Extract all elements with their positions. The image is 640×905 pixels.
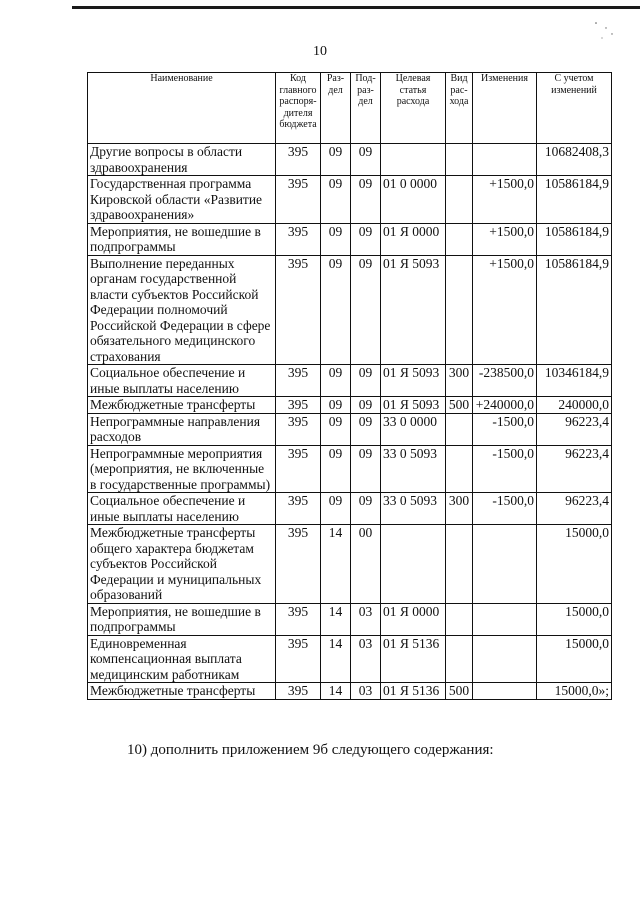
cell-change: +1500,0: [473, 223, 537, 255]
cell-name: Социальное обеспечение и иные выплаты населению: [88, 365, 276, 397]
cell-article: 01 Я 0000: [381, 603, 446, 635]
table-row: [88, 603, 612, 635]
cell-section: 09: [321, 255, 351, 365]
cell-expense-type: [446, 223, 473, 255]
cell-total: 15000,0»;: [537, 683, 612, 700]
cell-expense-type: 500: [446, 397, 473, 414]
cell-expense-type: 500: [446, 683, 473, 700]
table-row: [88, 635, 612, 683]
header-name: Наименование: [88, 73, 276, 144]
cell-code: 395: [276, 635, 321, 683]
page-number: 10: [313, 44, 327, 59]
table-row: [88, 413, 612, 445]
cell-section: 09: [321, 397, 351, 414]
cell-name: Межбюджетные трансферты: [88, 397, 276, 414]
cell-code: 395: [276, 255, 321, 365]
cell-change: [473, 144, 537, 176]
cell-total: 15000,0: [537, 635, 612, 683]
cell-total: 15000,0: [537, 603, 612, 635]
budget-table: [87, 72, 612, 700]
cell-section: 09: [321, 445, 351, 493]
cell-name: Непрограммные направления расходов: [88, 413, 276, 445]
cell-subsection: 09: [351, 144, 381, 176]
cell-subsection: 03: [351, 603, 381, 635]
cell-section: 09: [321, 493, 351, 525]
cell-code: 395: [276, 413, 321, 445]
cell-section: 09: [321, 144, 351, 176]
cell-expense-type: [446, 176, 473, 224]
cell-total: 10586184,9: [537, 255, 612, 365]
cell-name: Мероприятия, не вошедшие в подпрограммы: [88, 223, 276, 255]
cell-change: [473, 683, 537, 700]
cell-subsection: 09: [351, 176, 381, 224]
cell-code: 395: [276, 144, 321, 176]
cell-change: +1500,0: [473, 255, 537, 365]
table-row: [88, 255, 612, 365]
cell-total: 96223,4: [537, 413, 612, 445]
cell-name: Межбюджетные трансферты общего характера бюджетам субъектов Российской Федерации и муниципальных образований: [88, 525, 276, 604]
cell-total: 10346184,9: [537, 365, 612, 397]
cell-section: 14: [321, 603, 351, 635]
cell-change: -1500,0: [473, 445, 537, 493]
cell-expense-type: [446, 635, 473, 683]
table-row: [88, 683, 612, 700]
cell-subsection: 09: [351, 223, 381, 255]
cell-article: 33 0 0000: [381, 413, 446, 445]
cell-code: 395: [276, 445, 321, 493]
cell-article: 01 Я 5136: [381, 683, 446, 700]
cell-change: +240000,0: [473, 397, 537, 414]
cell-subsection: 03: [351, 635, 381, 683]
table-row: [88, 525, 612, 604]
cell-change: [473, 525, 537, 604]
cell-change: -1500,0: [473, 493, 537, 525]
table-row: [88, 365, 612, 397]
cell-name: Выполнение переданных органам государственной власти субъектов Российской Федерации полномочий Российской Федерации в сфере обязательного медицинского страхования: [88, 255, 276, 365]
cell-code: 395: [276, 493, 321, 525]
scan-top-rule: [72, 6, 640, 9]
table-row: [88, 493, 612, 525]
amendment-text: 10) дополнить приложением 9б следующего содержания:: [127, 742, 494, 758]
cell-subsection: 09: [351, 255, 381, 365]
cell-name: Социальное обеспечение и иные выплаты населению: [88, 493, 276, 525]
cell-expense-type: [446, 525, 473, 604]
cell-subsection: 09: [351, 397, 381, 414]
cell-change: -1500,0: [473, 413, 537, 445]
cell-article: 01 Я 5093: [381, 255, 446, 365]
table-body: [88, 144, 612, 700]
cell-subsection: 09: [351, 365, 381, 397]
cell-name: Межбюджетные трансферты: [88, 683, 276, 700]
table-row: [88, 223, 612, 255]
cell-name: Непрограммные мероприятия (мероприятия, не включенные в государственные программы): [88, 445, 276, 493]
cell-expense-type: 300: [446, 493, 473, 525]
header-total: С учетом изменений: [537, 73, 612, 144]
cell-total: 240000,0: [537, 397, 612, 414]
cell-article: 01 Я 0000: [381, 223, 446, 255]
cell-subsection: 00: [351, 525, 381, 604]
cell-article: 01 Я 5136: [381, 635, 446, 683]
cell-expense-type: 300: [446, 365, 473, 397]
cell-name: Другие вопросы в области здравоохранения: [88, 144, 276, 176]
cell-article: 33 0 5093: [381, 493, 446, 525]
table-header-row: [88, 73, 612, 144]
cell-section: 09: [321, 223, 351, 255]
cell-code: 395: [276, 397, 321, 414]
cell-expense-type: [446, 413, 473, 445]
cell-code: 395: [276, 223, 321, 255]
cell-expense-type: [446, 603, 473, 635]
cell-change: +1500,0: [473, 176, 537, 224]
cell-change: [473, 635, 537, 683]
cell-code: 395: [276, 603, 321, 635]
cell-change: -238500,0: [473, 365, 537, 397]
cell-subsection: 09: [351, 413, 381, 445]
cell-code: 395: [276, 176, 321, 224]
header-section: Раз-дел: [321, 73, 351, 144]
cell-subsection: 09: [351, 493, 381, 525]
cell-code: 395: [276, 683, 321, 700]
cell-article: [381, 144, 446, 176]
cell-article: 01 Я 5093: [381, 397, 446, 414]
header-changes: Изменения: [473, 73, 537, 144]
cell-expense-type: [446, 445, 473, 493]
cell-section: 14: [321, 525, 351, 604]
cell-code: 395: [276, 365, 321, 397]
cell-change: [473, 603, 537, 635]
table-row: [88, 397, 612, 414]
cell-section: 14: [321, 635, 351, 683]
table-row: [88, 176, 612, 224]
cell-total: 96223,4: [537, 493, 612, 525]
cell-article: 33 0 5093: [381, 445, 446, 493]
table-row: [88, 144, 612, 176]
cell-section: 09: [321, 365, 351, 397]
header-subsection: Под-раз-дел: [351, 73, 381, 144]
cell-code: 395: [276, 525, 321, 604]
cell-name: Государственная программа Кировской области «Развитие здравоохранения»: [88, 176, 276, 224]
cell-total: 10586184,9: [537, 176, 612, 224]
cell-total: 96223,4: [537, 445, 612, 493]
cell-total: 10682408,3: [537, 144, 612, 176]
cell-article: 01 0 0000: [381, 176, 446, 224]
cell-total: 10586184,9: [537, 223, 612, 255]
cell-name: Единовременная компенсационная выплата медицинским работникам: [88, 635, 276, 683]
header-article: Целевая статья расхода: [381, 73, 446, 144]
cell-total: 15000,0: [537, 525, 612, 604]
cell-article: [381, 525, 446, 604]
header-code: Код главного распоря-дителя бюджета: [276, 73, 321, 144]
header-expense-type: Вид рас-хода: [446, 73, 473, 144]
cell-section: 14: [321, 683, 351, 700]
cell-section: 09: [321, 176, 351, 224]
cell-name: Мероприятия, не вошедшие в подпрограммы: [88, 603, 276, 635]
cell-expense-type: [446, 255, 473, 365]
cell-section: 09: [321, 413, 351, 445]
cell-expense-type: [446, 144, 473, 176]
table-row: [88, 445, 612, 493]
cell-subsection: 09: [351, 445, 381, 493]
cell-article: 01 Я 5093: [381, 365, 446, 397]
cell-subsection: 03: [351, 683, 381, 700]
